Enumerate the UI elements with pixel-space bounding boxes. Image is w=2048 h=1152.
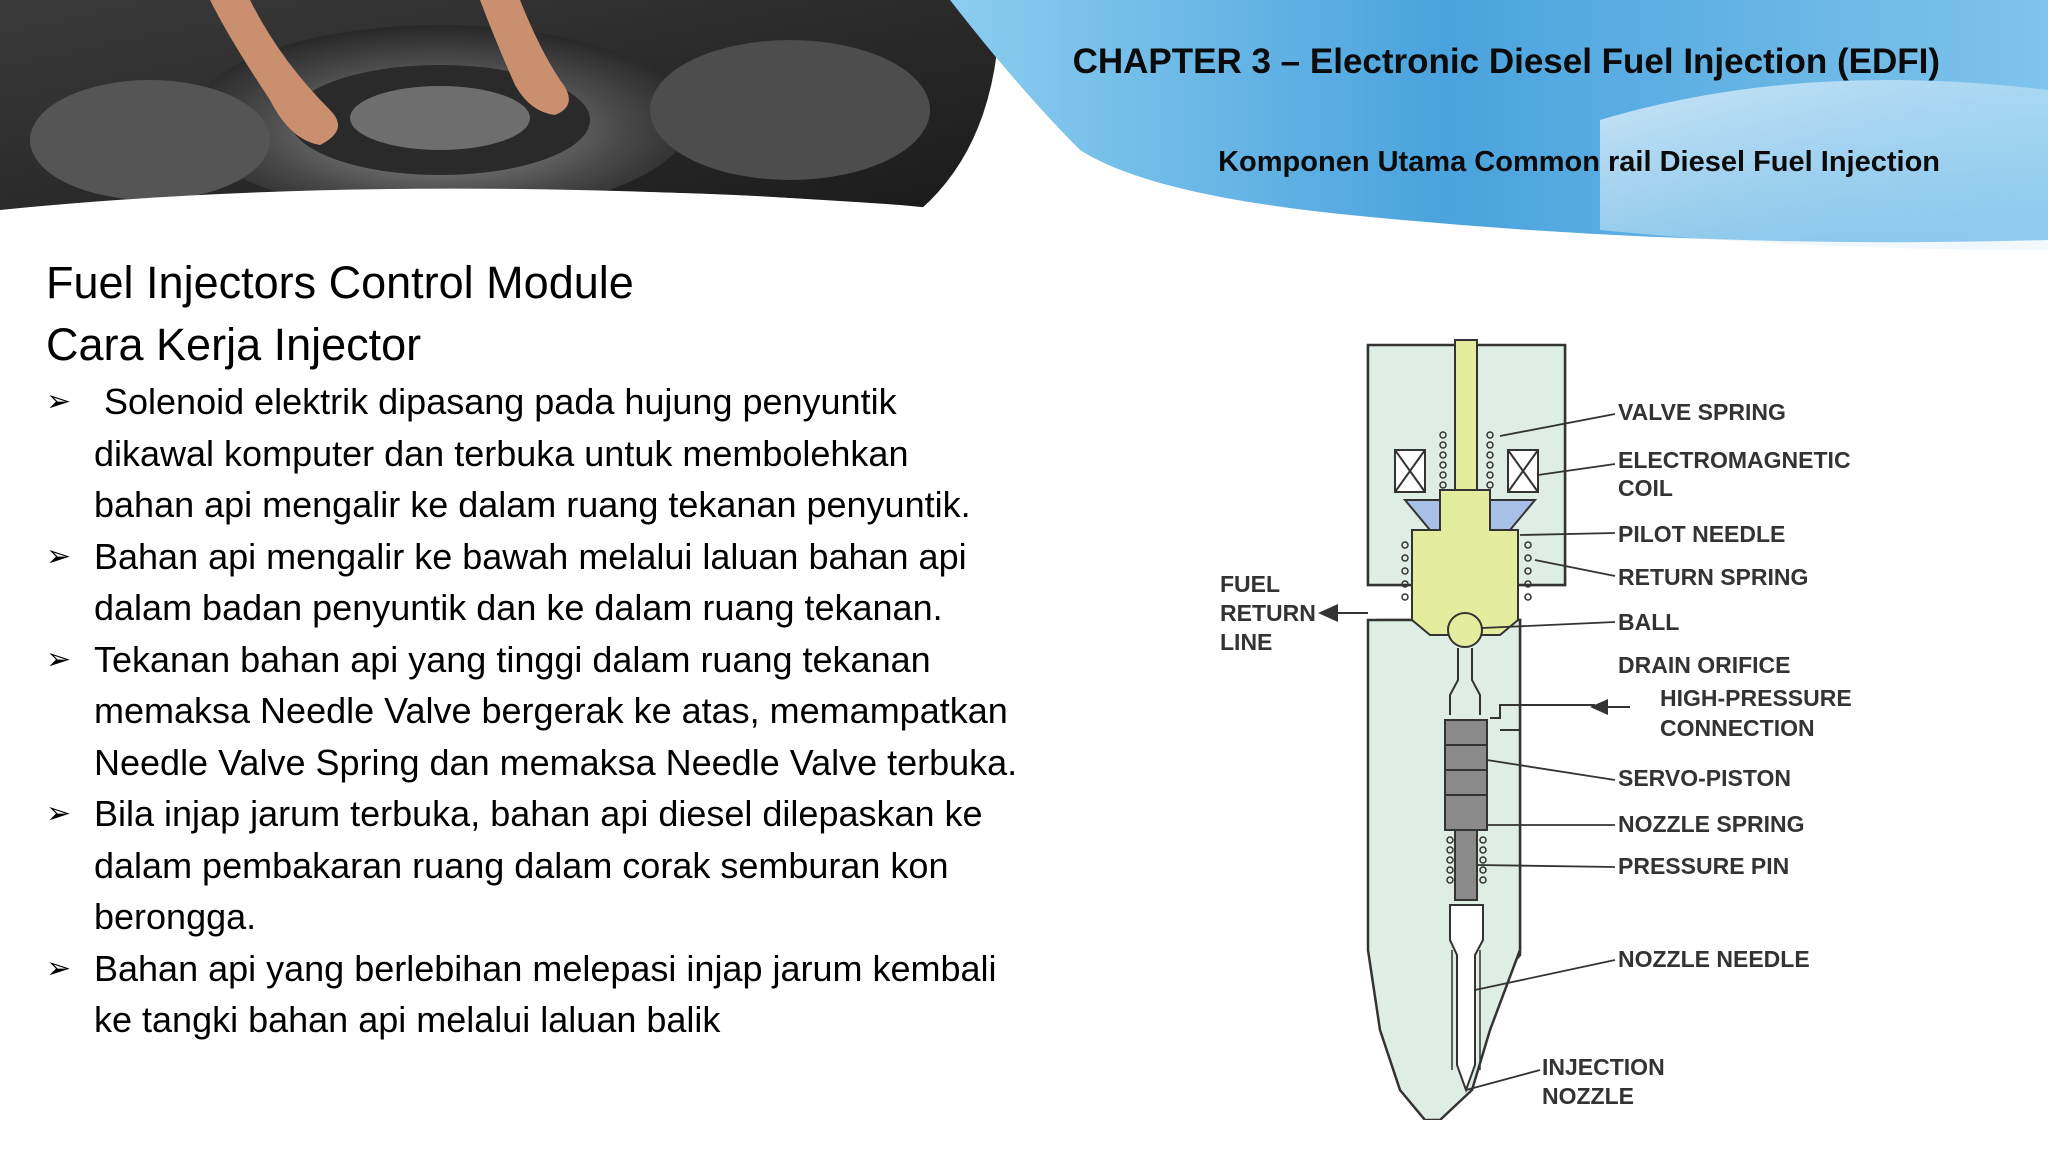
ball — [1448, 613, 1482, 647]
bullet-list — [46, 376, 1106, 1046]
arrow-bullet-icon: ➢ — [46, 385, 72, 418]
label-electromagnetic: ELECTROMAGNETIC — [1618, 447, 1851, 473]
bullet-line: memaksa Needle Valve bergerak ke atas, memampatkan — [94, 690, 1008, 731]
servo-piston — [1445, 720, 1487, 830]
label-injection: INJECTION — [1542, 1054, 1665, 1080]
arrow-bullet-icon: ➢ — [46, 951, 72, 985]
list-item — [46, 788, 1106, 943]
injector-diagram — [1200, 330, 1920, 1120]
pilot-stem — [1455, 340, 1477, 490]
coil-left — [1395, 450, 1425, 492]
label-nozzle-needle: NOZZLE NEEDLE — [1618, 946, 1810, 972]
chapter-title: CHAPTER 3 – Electronic Diesel Fuel Injection (EDFI) — [1072, 42, 1940, 81]
bullet-line: Bahan api yang berlebihan melepasi injap jarum kembali — [94, 947, 997, 989]
label-fuel: FUEL — [1220, 571, 1281, 597]
label-pilot-needle: PILOT NEEDLE — [1618, 521, 1786, 547]
bullet-line: bahan api mengalir ke dalam ruang tekanan penyuntik. — [94, 484, 971, 525]
bullet-line: Tekanan bahan api yang tinggi dalam ruang tekanan — [94, 638, 931, 680]
list-item — [46, 943, 1106, 1046]
bullet-line: dalam pembakaran ruang dalam corak semburan kon — [94, 844, 949, 886]
bullet-line: Needle Valve Spring dan memaksa Needle Valve terbuka. — [94, 741, 1018, 783]
label-servo-piston: SERVO-PISTON — [1618, 765, 1791, 791]
arrow-bullet-icon: ➢ — [46, 642, 72, 676]
label-valve-spring: VALVE SPRING — [1618, 399, 1786, 425]
label-drain-orifice: DRAIN ORIFICE — [1618, 652, 1791, 678]
bullet-line: Bila injap jarum terbuka, bahan api diesel dilepaskan ke — [94, 793, 983, 834]
bullet-line: dalam badan penyuntik dan ke dalam ruang tekanan. — [94, 587, 943, 628]
heading-fuel-injectors: Fuel Injectors Control Module — [46, 257, 634, 308]
label-pressure-pin: PRESSURE PIN — [1618, 853, 1790, 879]
list-item — [46, 634, 1106, 789]
bullet-line: dikawal komputer dan terbuka untuk membolehkan — [94, 432, 909, 474]
bullet-line: Bahan api mengalir ke bawah melalui laluan bahan api — [94, 535, 967, 577]
label-nozzle-spring: NOZZLE SPRING — [1618, 811, 1805, 837]
heading-cara-kerja: Cara Kerja Injector — [46, 319, 422, 370]
fuel-return-arrow — [1318, 604, 1368, 622]
list-item — [46, 376, 1106, 531]
label-line: LINE — [1220, 629, 1273, 655]
pressure-pin — [1455, 830, 1477, 900]
bullet-line: Solenoid elektrik dipasang pada hujung penyuntik — [94, 381, 897, 422]
label-return: RETURN — [1220, 600, 1316, 626]
label-return-spring: RETURN SPRING — [1618, 564, 1809, 590]
chapter-subtitle: Komponen Utama Common rail Diesel Fuel Injection — [1218, 146, 1940, 178]
list-item — [46, 531, 1106, 634]
label-coil: COIL — [1618, 475, 1673, 501]
label-connection: CONNECTION — [1660, 715, 1815, 741]
label-high-pressure: HIGH-PRESSURE — [1660, 685, 1852, 711]
arrow-bullet-icon: ➢ — [46, 539, 72, 573]
high-pressure-arrow — [1590, 699, 1630, 715]
header-blue-wave — [0, 0, 2048, 270]
arrow-bullet-icon: ➢ — [46, 797, 72, 830]
bullet-line: ke tangki bahan api melalui laluan balik — [94, 999, 721, 1040]
content-area — [46, 252, 1106, 1046]
bullet-line: berongga. — [94, 896, 257, 937]
coil-right — [1508, 450, 1538, 492]
label-nozzle: NOZZLE — [1542, 1083, 1634, 1109]
label-ball: BALL — [1618, 609, 1680, 635]
